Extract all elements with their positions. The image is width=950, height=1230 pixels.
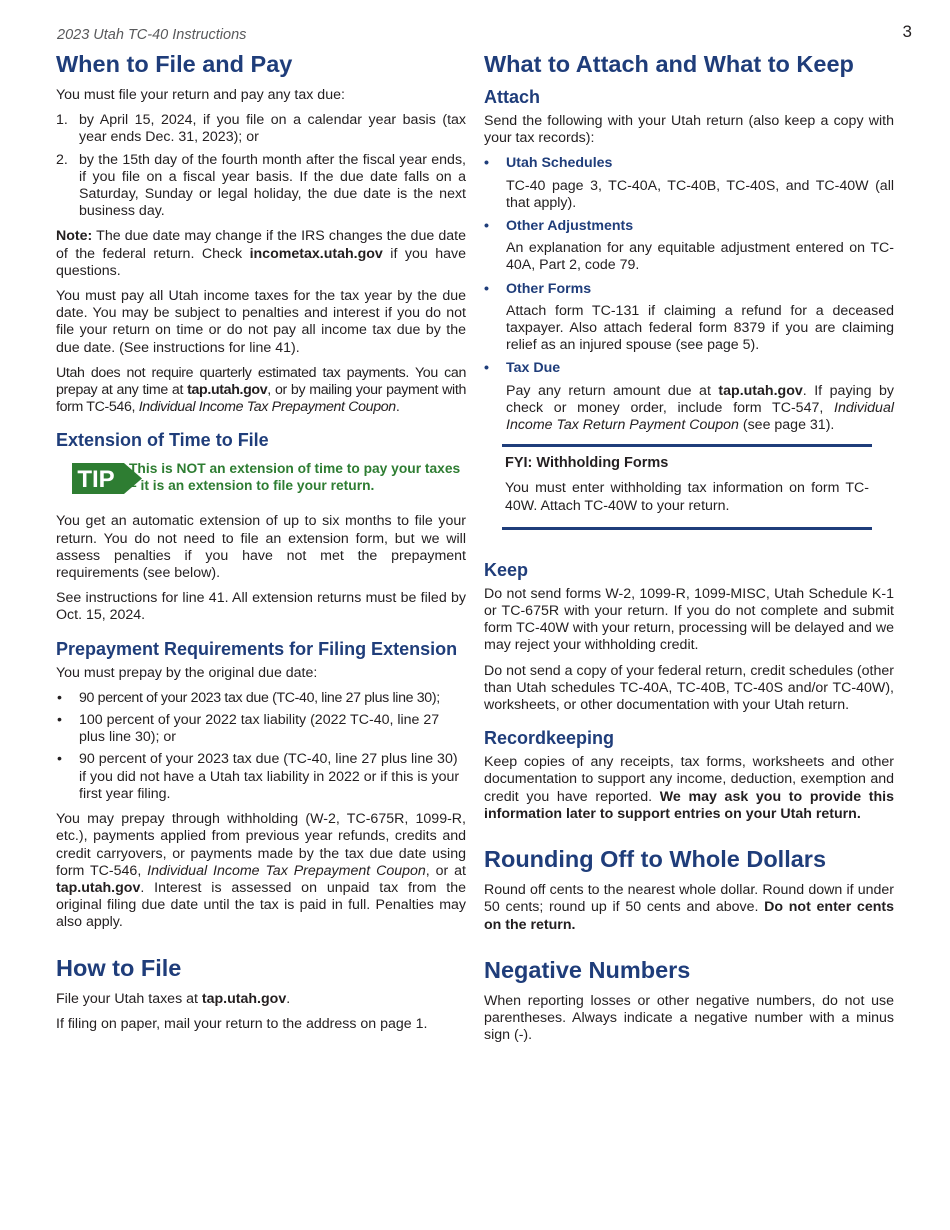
list-item: • 90 percent of your 2023 tax due (TC-40, line 27 plus line 30); — [57, 689, 440, 706]
bullet-icon: • — [484, 280, 489, 297]
tap-link[interactable]: tap.utah.gov — [201, 990, 287, 1007]
estimated-paragraph: Utah does not require quarterly estimated tax payments. You can prepay at any time at tap.utah.gov, or by mailing your payment with form TC-546, Individual Income Tax Prepayment Coupon. — [56, 364, 466, 416]
when-to-file-heading: When to File and Pay — [56, 51, 293, 77]
bullet-icon: • — [484, 155, 489, 172]
when-intro: You must file your return and pay any tax due: — [56, 87, 345, 103]
how-to-file-heading: How to File — [56, 954, 182, 981]
bullet-icon: • — [57, 712, 62, 729]
note-paragraph: Note: The due date may change if the IRS changes the due date of the federal return. Check incometax.utah.gov if you have questions. — [56, 228, 466, 279]
fyi-text: You must enter withholding tax information on form TC-40W. Attach TC-40W to your return. — [505, 480, 869, 514]
list-item: • 90 percent of your 2023 tax due (TC-40, line 27 plus line 30) if you did not have a Utah tax liability in 2022 or if this is your first year filing. — [57, 751, 460, 802]
rounding-heading: Rounding Off to Whole Dollars — [484, 846, 827, 873]
prepayment-heading: Prepayment Requirements for Filing Extension — [56, 638, 458, 659]
list-item: • Other Adjustments An explanation for any equitable adjustment entered on TC-40A, Part 2, code 79. — [484, 218, 894, 274]
prepayment-paragraph: You may prepay through withholding (W-2, TC-675R, 1099-R, etc.), payments applied from previous year refunds, credits and credit carryovers, or payments made by the tax due date using form TC-546, Individual Income Tax Prepayment Coupon, or at tap.utah.gov. Interest is assessed on unpaid tax from the original filing due date until the tax is paid in full. Penalties may also apply. — [56, 811, 466, 931]
attach-subheading: Attach — [484, 87, 541, 107]
running-header: 2023 Utah TC-40 Instructions — [57, 27, 247, 43]
list-item: 2. by the 15th day of the fourth month after the fiscal year ends, if you file on a fiscal year basis. If the due date falls on a Saturday, Sunday or legal holiday, the due date is the next business day. — [56, 151, 466, 220]
recordkeeping-paragraph: Keep copies of any receipts, tax forms, worksheets and other documentation to support any income, deduction, exemption and credit you have reported. We may ask you to provide this information later to support entries on your Utah return. — [484, 754, 894, 822]
incometax-link[interactable]: incometax.utah.gov — [249, 245, 383, 262]
list-item: • 100 percent of your 2022 tax liability (2022 TC-40, line 27 plus line 30); or — [57, 712, 440, 746]
prepayment-intro: You must prepay by the original due date: — [56, 664, 318, 681]
extension-paragraph-2: See instructions for line 41. All extension returns must be filed by Oct. 15, 2024. — [56, 590, 466, 624]
fyi-withholding-box — [502, 444, 872, 530]
recordkeeping-heading: Recordkeeping — [484, 728, 615, 749]
left-column — [56, 50, 466, 1041]
list-item: 1. by April 15, 2024, if you file on a calendar year basis (tax year ends Dec. 31, 2023); or — [56, 112, 466, 146]
bullet-icon: • — [57, 751, 62, 768]
prepayment-list — [56, 690, 466, 803]
negative-numbers-paragraph: When reporting losses or other negative numbers, do not use parentheses. Always indicate a negative number with a minus sign (-). — [484, 992, 894, 1044]
keep-paragraph-2: Do not send a copy of your federal return, credit schedules (other than Utah schedules TC-40A, TC-40B, TC-40S and/or TC-40W), worksheets, or other documentation with your Utah return. — [484, 662, 894, 714]
list-item: • Utah Schedules TC-40 page 3, TC-40A, TC-40B, TC-40S, and TC-40W (all that apply). — [484, 155, 894, 211]
bullet-icon: • — [484, 218, 489, 235]
tip-text: This is NOT an extension of time to pay your taxes – it is an extension to file your return. — [129, 461, 461, 494]
due-date-list — [56, 112, 466, 220]
tip-label: TIP — [77, 466, 115, 494]
keep-heading: Keep — [484, 559, 529, 580]
bullet-icon: • — [484, 360, 489, 377]
list-item: • Tax Due Pay any return amount due at tap.utah.gov. If paying by check or money order, include form TC-547, Individual Income Tax Return Payment Coupon (see page 31). — [484, 360, 894, 434]
bullet-icon: • — [57, 689, 62, 706]
tap-link[interactable]: tap.utah.gov — [187, 382, 268, 399]
rounding-paragraph: Round off cents to the nearest whole dollar. Round down if under 50 cents; round up if 50 cents and above. Do not enter cents on the return. — [484, 882, 894, 933]
pay-paragraph: You must pay all Utah income taxes for the tax year by the due date. You may be subject to penalties and interest if you do not file your return on time or do not pay all income tax due by the due date. (See instructions for line 41). — [56, 288, 466, 356]
attach-intro: Send the following with your Utah return (also keep a copy with your tax records): — [484, 113, 894, 147]
how-to-file-line-2: If filing on paper, mail your return to the address on page 1. — [56, 1015, 428, 1032]
attach-keep-heading: What to Attach and What to Keep — [484, 51, 854, 77]
tap-link[interactable]: tap.utah.gov — [718, 382, 803, 399]
right-column — [484, 50, 894, 1052]
page-number: 3 — [902, 22, 912, 41]
attach-list — [484, 155, 894, 434]
fyi-title: FYI: Withholding Forms — [505, 455, 669, 472]
extension-heading: Extension of Time to File — [56, 430, 269, 451]
list-item: • Other Forms Attach form TC-131 if claiming a refund for a deceased taxpayer. Also attach federal form 8379 if you are claiming relief as an injured spouse (see page 5). — [484, 280, 894, 354]
how-to-file-line-1: File your Utah taxes at tap.utah.gov. — [56, 990, 291, 1007]
keep-paragraph-1: Do not send forms W-2, 1099-R, 1099-MISC, Utah Schedule K-1 or TC-675R with your return. If you do not complete and submit form TC-40W with your return, processing will be delayed and we may reject your withholding credit. — [484, 585, 894, 654]
tip-box — [56, 459, 466, 499]
extension-paragraph-1: You get an automatic extension of up to six months to file your return. You do not need to file an extension form, but we will assess penalties if you have not met the prepayment requirements (see below). — [56, 513, 466, 582]
negative-numbers-heading: Negative Numbers — [484, 956, 691, 983]
tap-link[interactable]: tap.utah.gov — [56, 879, 141, 896]
